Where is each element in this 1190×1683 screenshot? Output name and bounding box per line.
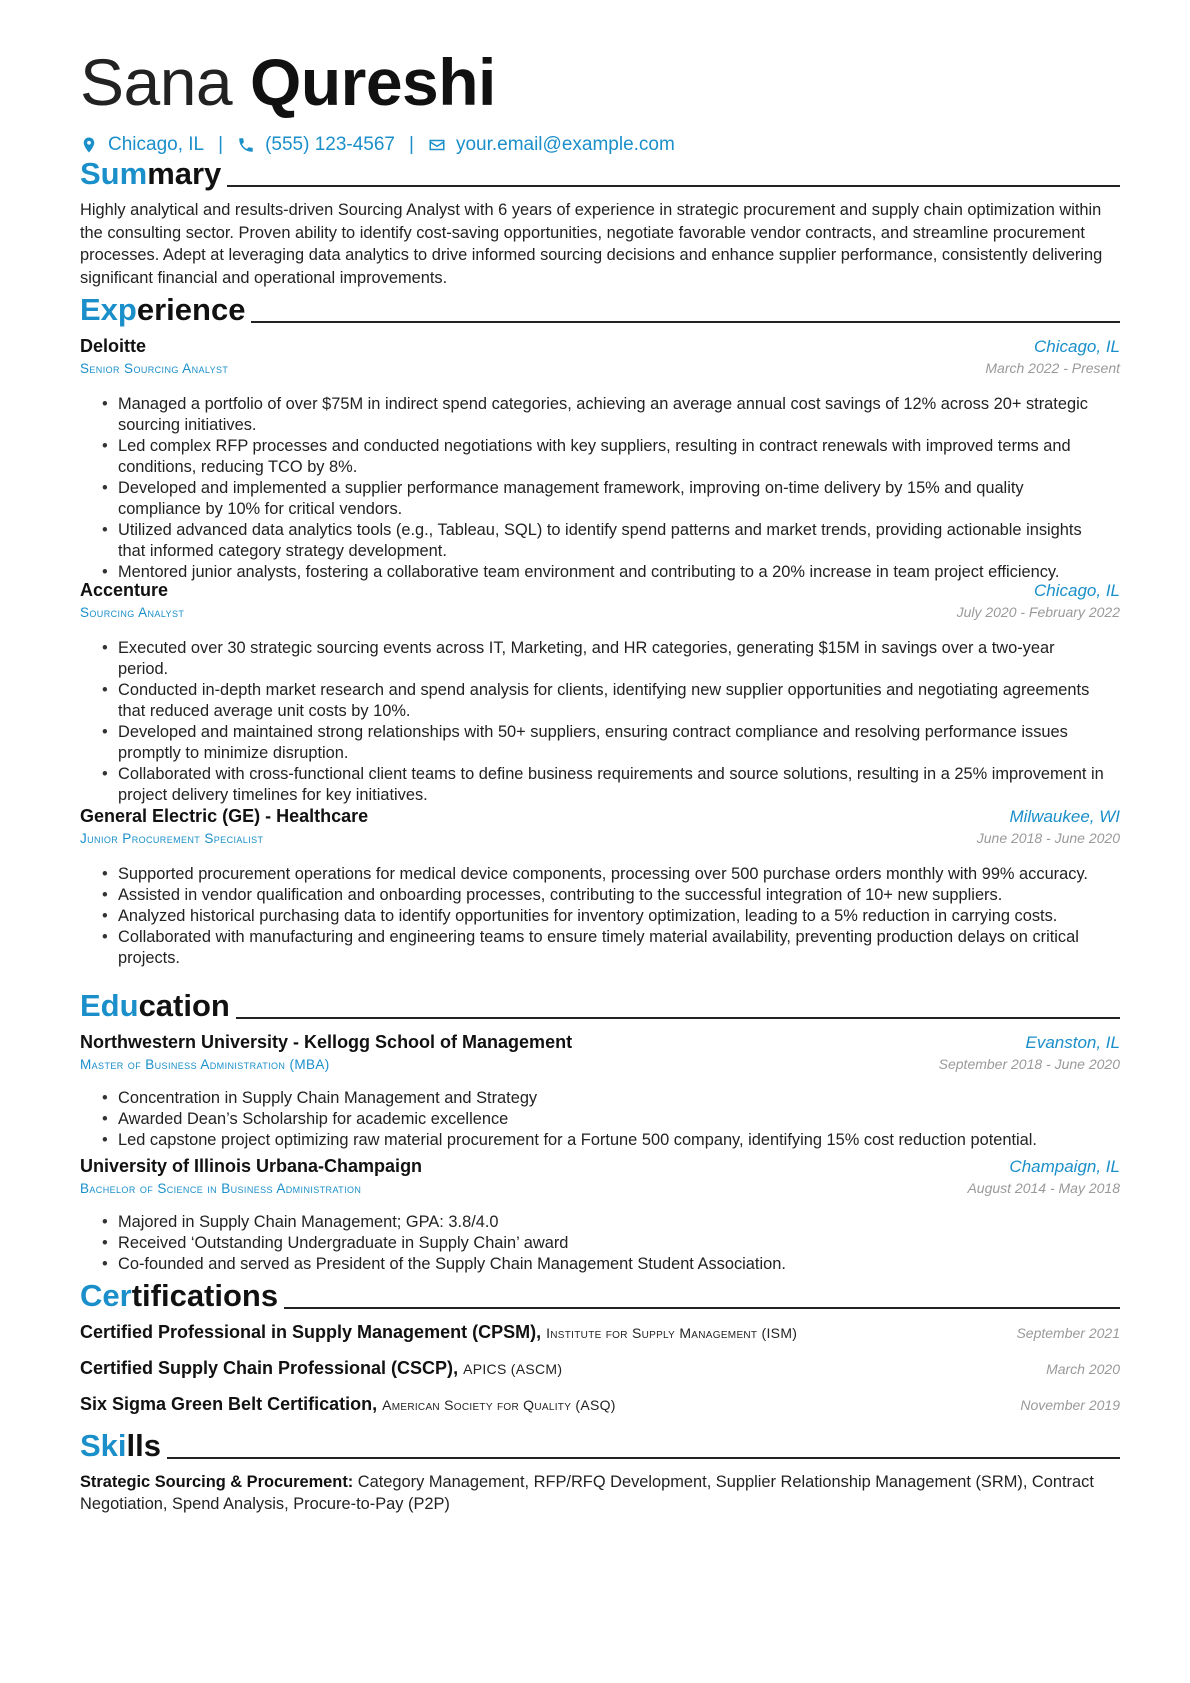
certifications-heading [80, 1278, 1120, 1314]
cert-issuer: APICS (ASCM) [463, 1361, 563, 1377]
location-text: Chicago, IL [108, 134, 205, 155]
list-item: • Conducted in-depth market research and spend analysis for clients, identifying new supplier opportunities and negotiating agreements that reduced average unit costs by 10%. [80, 680, 1120, 722]
job-bullets [80, 864, 1120, 969]
certification-item: Certified Supply Chain Professional (CSCP), APICS (ASCM) March 2020 [80, 1358, 1120, 1378]
job-dates: June 2018 - June 2020 [976, 830, 1120, 846]
section-title [80, 156, 221, 192]
list-item: • Concentration in Supply Chain Management and Strategy [80, 1088, 1120, 1109]
school-dates: August 2014 - May 2018 [967, 1180, 1120, 1196]
list-item: • Collaborated with cross-functional client teams to define business requirements and source solutions, resulting in a 25% improvement in project delivery timelines for key initiatives. [80, 764, 1120, 806]
contact-email[interactable] [428, 134, 675, 156]
list-item: • Co-founded and served as President of the Supply Chain Management Student Association. [80, 1254, 1120, 1275]
company-name: Deloitte [80, 336, 147, 356]
contact-phone[interactable] [237, 134, 395, 156]
degree: Bachelor of Science in Business Administration [80, 1181, 362, 1196]
certification-item: Certified Professional in Supply Management (CPSM), Institute for Supply Management (ISM) September 2021 [80, 1322, 1120, 1342]
job-entry [80, 806, 1120, 969]
job-location: Chicago, IL [1034, 337, 1120, 356]
degree: Master of Business Administration (MBA) [80, 1057, 330, 1072]
heading-accent: Sum [80, 156, 148, 191]
list-item: • Managed a portfolio of over $75M in indirect spend categories, achieving an average annual cost savings of 12% across 20+ strategic sourcing initiatives. [80, 394, 1120, 436]
list-item: • Assisted in vendor qualification and onboarding processes, contributing to the successful integration of 10+ new suppliers. [80, 885, 1120, 906]
job-bullets [80, 638, 1120, 806]
list-item: • Led complex RFP processes and conducted negotiations with key suppliers, resulting in contract renewals with improved terms and conditions, reducing TCO by 8%. [80, 436, 1120, 478]
list-item: • Executed over 30 strategic sourcing events across IT, Marketing, and HR categories, generating $15M in savings over a two-year period. [80, 638, 1120, 680]
cert-name: Certified Supply Chain Professional (CSCP) [80, 1358, 454, 1378]
job-title: Sourcing Analyst [80, 605, 185, 620]
last-name: Qureshi [249, 45, 496, 119]
list-item: • Awarded Dean’s Scholarship for academic excellence [80, 1109, 1120, 1130]
heading-accent: Edu [80, 988, 139, 1023]
heading-accent: Cer [80, 1278, 132, 1313]
cert-issuer: American Society for Quality (ASQ) [382, 1397, 616, 1413]
school-location: Champaign, IL [1009, 1157, 1120, 1176]
list-item: • Analyzed historical purchasing data to identify opportunities for inventory optimization, leading to a 5% reduction in carrying costs. [80, 906, 1120, 927]
list-item: • Developed and maintained strong relationships with 50+ suppliers, ensuring contract compliance and resolving performance issues promptly to minimize disruption. [80, 722, 1120, 764]
contact-separator: | [409, 134, 414, 155]
list-item: • Collaborated with manufacturing and engineering teams to ensure timely material availability, preventing production delays on critical projects. [80, 927, 1120, 969]
first-name: Sana [80, 45, 233, 119]
list-item: • Supported procurement operations for medical device components, processing over 500 purchase orders monthly with 99% accuracy. [80, 864, 1120, 885]
company-name: Accenture [80, 580, 169, 600]
contact-line [80, 134, 675, 156]
list-item: • Utilized advanced data analytics tools (e.g., Tableau, SQL) to identify spend patterns and market trends, providing actionable insights that informed category strategy development. [80, 520, 1120, 562]
job-dates: March 2022 - Present [985, 360, 1120, 376]
list-item: • Majored in Supply Chain Management; GPA: 3.8/4.0 [80, 1212, 1120, 1233]
section-title [80, 988, 230, 1024]
school-name: University of Illinois Urbana-Champaign [80, 1156, 423, 1176]
education-entry [80, 1156, 1120, 1275]
job-location: Chicago, IL [1034, 581, 1120, 600]
summary-heading [80, 156, 1120, 192]
phone-icon [237, 136, 255, 154]
job-title: Junior Procurement Specialist [80, 831, 264, 846]
cert-issuer: Institute for Supply Management (ISM) [546, 1325, 798, 1341]
section-title [80, 1278, 278, 1314]
cert-name: Certified Professional in Supply Management (CPSM) [80, 1322, 537, 1342]
section-title [80, 292, 245, 328]
heading-rule [251, 321, 1120, 323]
job-bullets [80, 394, 1120, 583]
experience-heading [80, 292, 1120, 328]
candidate-name [80, 42, 496, 122]
cert-date: November 2019 [1020, 1397, 1120, 1413]
heading-rest: tifications [131, 1278, 279, 1313]
school-bullets [80, 1088, 1120, 1151]
job-entry [80, 336, 1120, 583]
heading-accent: Exp [80, 292, 137, 327]
heading-rule [227, 185, 1120, 187]
job-location: Milwaukee, WI [1009, 807, 1120, 826]
heading-accent: Ski [80, 1428, 127, 1463]
skills-text [80, 1471, 1120, 1515]
heading-rule [284, 1307, 1120, 1309]
list-item: • Mentored junior analysts, fostering a collaborative team environment and contributing to a 20% increase in team project efficiency. [80, 562, 1120, 583]
certification-item: Six Sigma Green Belt Certification, American Society for Quality (ASQ) November 2019 [80, 1394, 1120, 1414]
section-title [80, 1428, 161, 1464]
cert-date: September 2021 [1016, 1325, 1120, 1341]
heading-rest: erience [136, 292, 246, 327]
education-heading [80, 988, 1120, 1024]
heading-rest: cation [138, 988, 230, 1023]
heading-rest: mary [147, 156, 222, 191]
company-name: General Electric (GE) - Healthcare [80, 806, 369, 826]
phone-text: (555) 123-4567 [265, 134, 395, 155]
skills-category: Strategic Sourcing & Procurement: [80, 1473, 354, 1491]
list-item: • Received ‘Outstanding Undergraduate in Supply Chain’ award [80, 1233, 1120, 1254]
school-bullets [80, 1212, 1120, 1275]
school-name: Northwestern University - Kellogg School of Management [80, 1032, 573, 1052]
contact-separator: | [218, 134, 224, 155]
skills-list: Category Management, RFP/RFQ Development, Supplier Relationship Management (SRM), Contract Negotiation, Spend Analysis, Procure-to-Pay (P2P) [80, 1473, 1094, 1513]
heading-rule [236, 1017, 1120, 1019]
school-location: Evanston, IL [1025, 1033, 1120, 1052]
heading-rest: lls [126, 1428, 161, 1463]
cert-date: March 2020 [1046, 1361, 1120, 1377]
list-item: • Developed and implemented a supplier performance management framework, improving on-time delivery by 15% and quality compliance by 10% for critical vendors. [80, 478, 1120, 520]
envelope-icon [428, 136, 446, 154]
job-dates: July 2020 - February 2022 [956, 604, 1120, 620]
school-dates: September 2018 - June 2020 [938, 1056, 1120, 1072]
skills-heading [80, 1428, 1120, 1464]
education-entry [80, 1032, 1120, 1151]
heading-rule [167, 1457, 1120, 1459]
job-title: Senior Sourcing Analyst [80, 361, 229, 376]
list-item: • Led capstone project optimizing raw material procurement for a Fortune 500 company, identifying 15% cost reduction potential. [80, 1130, 1120, 1151]
location-pin-icon [80, 136, 98, 154]
job-entry [80, 580, 1120, 806]
summary-text: Highly analytical and results-driven Sourcing Analyst with 6 years of experience in strategic procurement and supply chain optimization within the consulting sector. Proven ability to identify cost-saving opportunities, negotiate favorable vendor contracts, and streamline procurement processes. Adept at leveraging data analytics to drive informed sourcing decisions and enhance supplier performance, consistently delivering significant financial and operational improvements. [80, 201, 1103, 287]
cert-name: Six Sigma Green Belt Certification [80, 1394, 373, 1414]
contact-location [80, 134, 204, 156]
email-text: your.email@example.com [455, 134, 675, 155]
